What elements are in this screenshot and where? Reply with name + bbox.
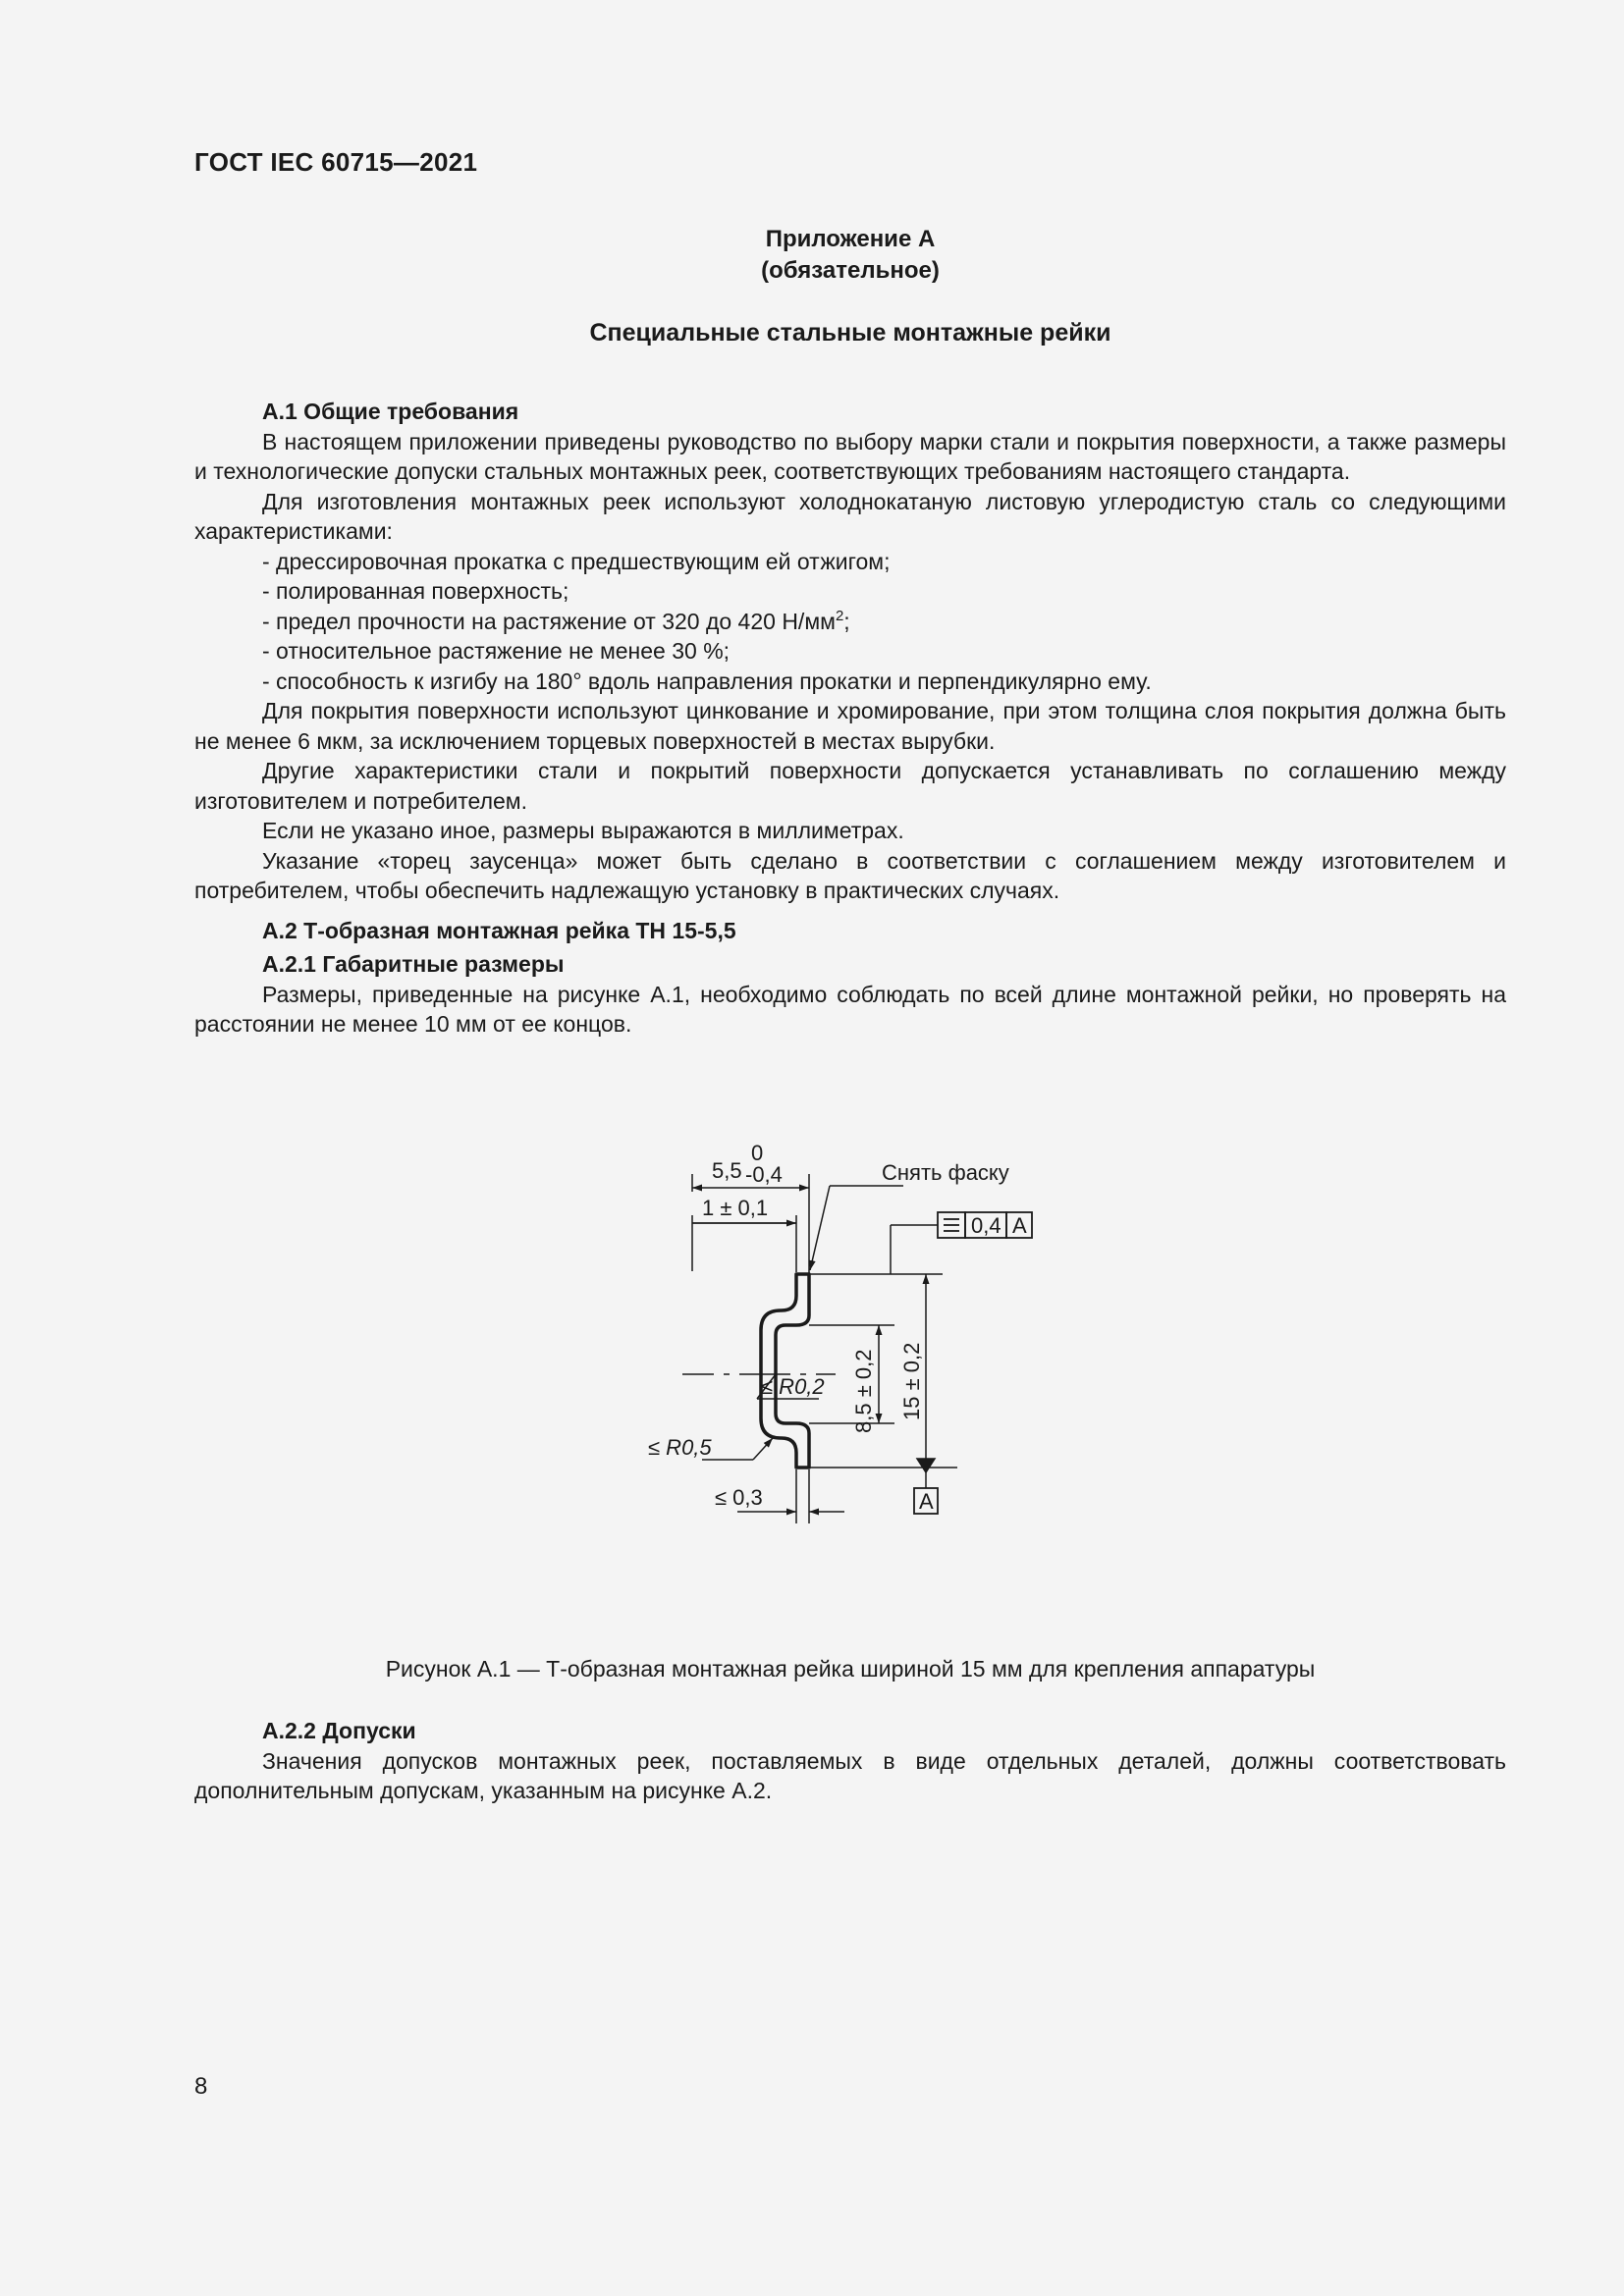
figure-caption: Рисунок А.1 — Т-образная монтажная рейка шириной 15 мм для крепления аппаратуры (385, 1656, 1316, 1682)
steel-characteristics-list (194, 547, 1506, 697)
section-a1-paragraph-6: Указание «торец заусенца» может быть сделано в соответствии с соглашением между изготовителем и потребителем, чтобы обеспечить надлежащую установку в практических случаях. (194, 847, 1506, 903)
section-a21-heading: А.2.1 Габаритные размеры (262, 951, 565, 977)
tolerance-datum: A (1012, 1213, 1027, 1238)
section-a1-paragraph-2: Для изготовления монтажных реек используют холоднокатаную листовую углеродистую сталь со следующими характеристиками: (194, 488, 1506, 544)
dim-width: 5,5 (712, 1158, 742, 1183)
list-item: - способность к изгибу на 180° вдоль направления прокатки и перпендикулярно ему. (262, 667, 1152, 694)
tolerance-value: 0,4 (971, 1213, 1001, 1238)
dim-inner-height: 8,5 ± 0,2 (851, 1349, 876, 1433)
rail-profile-drawing (643, 1139, 1075, 1629)
section-a2-heading: А.2 Т-образная монтажная рейка ТН 15-5,5 (262, 917, 736, 943)
radius-outer-label: ≤ R0,5 (648, 1435, 712, 1460)
appendix-subtitle: (обязательное) (761, 257, 940, 284)
dim-total-height: 15 ± 0,2 (899, 1342, 924, 1420)
dim-thickness: 1 ± 0,1 (702, 1196, 769, 1220)
datum-triangle (917, 1459, 935, 1488)
section-a1-body (194, 397, 1506, 1040)
rail-profile-shape (761, 1274, 809, 1468)
datum-label: A (919, 1489, 934, 1514)
appendix-title: Приложение А (765, 226, 936, 252)
dim-burr: ≤ 0,3 (715, 1485, 763, 1510)
dim-width-upper: 0 (751, 1141, 764, 1165)
list-item-text: - предел прочности на растяжение от 320 до 420 Н/мм (262, 608, 836, 634)
list-item-tail: ; (843, 608, 850, 634)
section-a1-paragraph-1: В настоящем приложении приведены руководство по выбору марки стали и покрытия поверхности, а также размеры и технологические допуски стальных монтажных реек, соответствующих требованиям настоящего стандарта. (194, 428, 1506, 484)
section-a22-paragraph: Значения допусков монтажных реек, поставляемых в виде отдельных деталей, должны соответствовать дополнительным допускам, указанным на рисунке А.2. (194, 1747, 1506, 1803)
section-a1-paragraph-5: Если не указано иное, размеры выражаются в миллиметрах. (262, 818, 904, 843)
dimension-texts (648, 1141, 1027, 1514)
page-number: 8 (194, 2073, 208, 2100)
list-item (262, 607, 1506, 637)
document-code: ГОСТ IEC 60715—2021 (194, 147, 478, 177)
appendix-main-title: Специальные стальные монтажные рейки (589, 319, 1111, 347)
chamfer-label: Снять фаску (882, 1160, 1009, 1185)
tolerance-frame (914, 1212, 1032, 1514)
superscript: 2 (835, 607, 844, 624)
list-item: - относительное растяжение не менее 30 %; (262, 638, 731, 664)
rail-profile-figure (643, 1139, 1075, 1629)
section-a1-heading: А.1 Общие требования (262, 399, 519, 424)
section-a22-body (194, 1716, 1506, 1806)
dim-width-lower: -0,4 (745, 1162, 783, 1187)
radius-inner-label: ≤ R0,2 (761, 1374, 825, 1399)
section-a1-paragraph-4: Другие характеристики стали и покрытий поверхности допускается устанавливать по соглашению между изготовителем и потребителем. (194, 758, 1506, 814)
section-a1-paragraph-3: Для покрытия поверхности используют цинкование и хромирование, при этом толщина слоя покрытия должна быть не менее 6 мкм, за исключением торцевых поверхностей в местах вырубки. (194, 698, 1506, 754)
list-item: - дрессировочная прокатка с предшествующим ей отжигом; (262, 548, 891, 574)
list-item: - полированная поверхность; (262, 578, 569, 604)
section-a21-paragraph: Размеры, приведенные на рисунке А.1, необходимо соблюдать по всей длине монтажной рейки, но проверять на расстоянии не менее 10 мм от ее концов. (194, 981, 1506, 1037)
section-a22-heading: А.2.2 Допуски (262, 1718, 416, 1743)
